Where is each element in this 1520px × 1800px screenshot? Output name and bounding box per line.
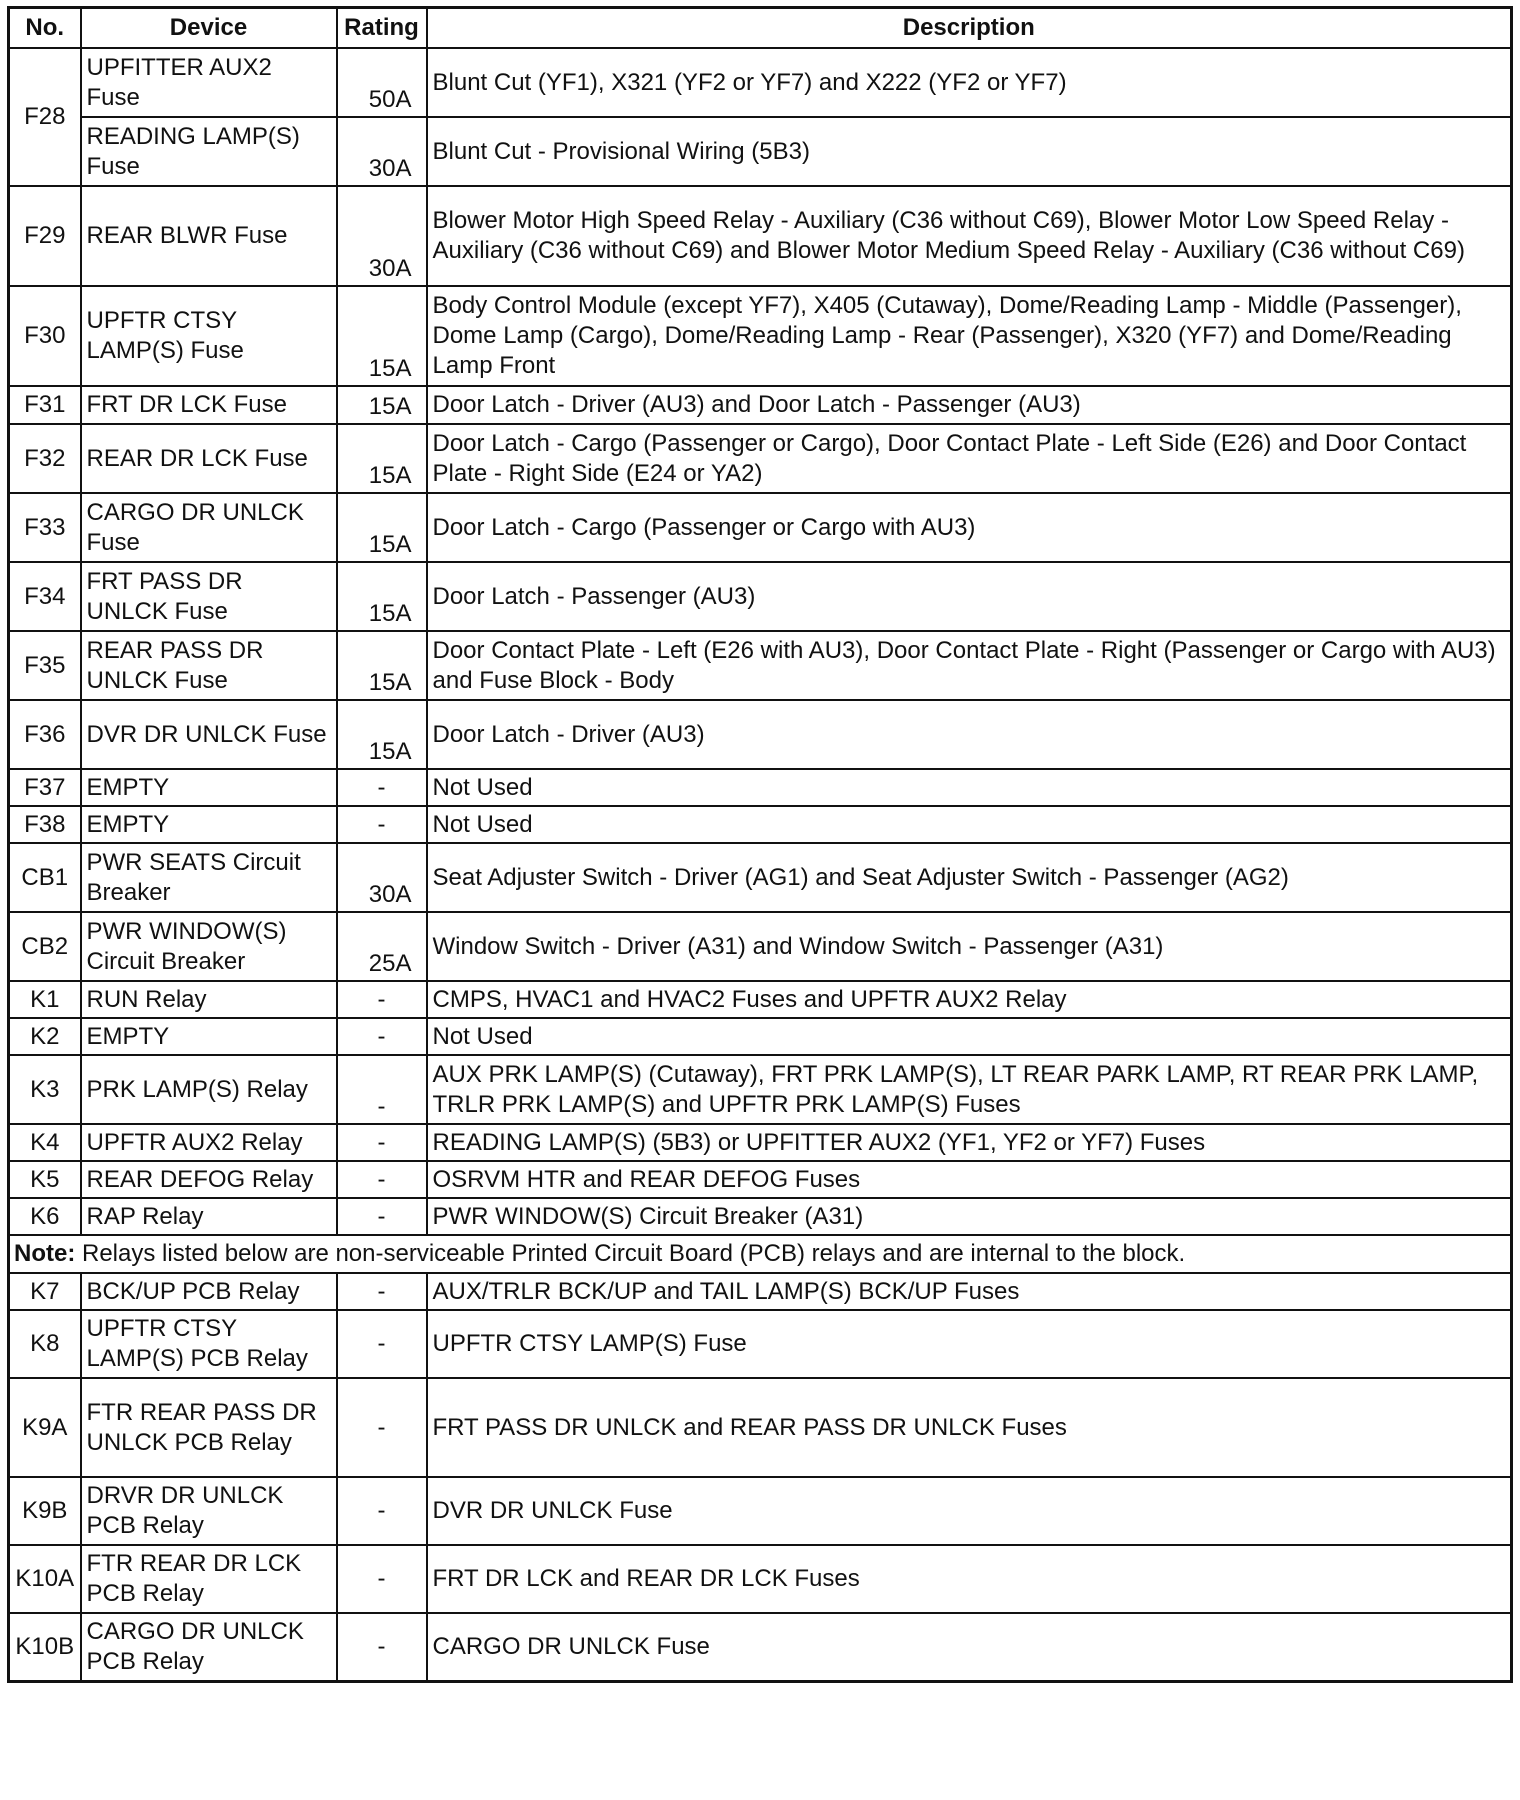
- row-device: FRT PASS DR UNLCK Fuse: [81, 562, 337, 631]
- row-description: Door Latch - Passenger (AU3): [427, 562, 1512, 631]
- table-row: [9, 386, 1512, 424]
- row-device: RAP Relay: [81, 1198, 337, 1235]
- row-rating: 15A: [337, 631, 427, 700]
- row-rating: -: [337, 769, 427, 806]
- row-rating: -: [337, 1055, 427, 1124]
- row-device: BCK/UP PCB Relay: [81, 1273, 337, 1310]
- row-no: K6: [9, 1198, 81, 1235]
- row-description: OSRVM HTR and REAR DEFOG Fuses: [427, 1161, 1512, 1198]
- row-description: DVR DR UNLCK Fuse: [427, 1477, 1512, 1545]
- table-row: [9, 493, 1512, 562]
- row-rating: -: [337, 1310, 427, 1378]
- table-row: [9, 117, 1512, 186]
- row-no: F35: [9, 631, 81, 700]
- row-description: AUX PRK LAMP(S) (Cutaway), FRT PRK LAMP(S), LT REAR PARK LAMP, RT REAR PRK LAMP, TRLR PRK LAMP(S) and UPFTR PRK LAMP(S) Fuses: [427, 1055, 1512, 1124]
- table-row: [9, 1161, 1512, 1198]
- row-no: F32: [9, 424, 81, 493]
- fuse-relay-table: [7, 6, 1513, 1683]
- row-no: F34: [9, 562, 81, 631]
- row-device: PRK LAMP(S) Relay: [81, 1055, 337, 1124]
- row-rating: -: [337, 1124, 427, 1161]
- row-description: Not Used: [427, 769, 1512, 806]
- row-rating: -: [337, 981, 427, 1018]
- table-row: [9, 1124, 1512, 1161]
- row-device: REAR DR LCK Fuse: [81, 424, 337, 493]
- row-device: PWR SEATS Circuit Breaker: [81, 843, 337, 912]
- row-rating: 15A: [337, 493, 427, 562]
- row-description: UPFTR CTSY LAMP(S) Fuse: [427, 1310, 1512, 1378]
- row-device: REAR PASS DR UNLCK Fuse: [81, 631, 337, 700]
- row-description: CMPS, HVAC1 and HVAC2 Fuses and UPFTR AUX2 Relay: [427, 981, 1512, 1018]
- row-no: K9A: [9, 1378, 81, 1477]
- row-no: CB1: [9, 843, 81, 912]
- row-device: REAR DEFOG Relay: [81, 1161, 337, 1198]
- table-row: [9, 912, 1512, 981]
- row-rating: 30A: [337, 843, 427, 912]
- row-description: Door Latch - Driver (AU3): [427, 700, 1512, 769]
- row-rating: -: [337, 1613, 427, 1682]
- row-no: F30: [9, 286, 81, 386]
- table-row: [9, 806, 1512, 843]
- row-description: CARGO DR UNLCK Fuse: [427, 1613, 1512, 1682]
- row-description: READING LAMP(S) (5B3) or UPFITTER AUX2 (YF1, YF2 or YF7) Fuses: [427, 1124, 1512, 1161]
- table-row: [9, 1018, 1512, 1055]
- row-no: K3: [9, 1055, 81, 1124]
- row-no: K10B: [9, 1613, 81, 1682]
- header-device: Device: [81, 8, 337, 49]
- note-text: Relays listed below are non-serviceable Printed Circuit Board (PCB) relays and are internal to the block.: [82, 1240, 1186, 1267]
- table-row: [9, 1477, 1512, 1545]
- row-description: Not Used: [427, 806, 1512, 843]
- table-row: [9, 1613, 1512, 1682]
- row-description: Door Contact Plate - Left (E26 with AU3), Door Contact Plate - Right (Passenger or Cargo with AU3) and Fuse Block - Body: [427, 631, 1512, 700]
- row-device: CARGO DR UNLCK Fuse: [81, 493, 337, 562]
- row-no: CB2: [9, 912, 81, 981]
- table-header-row: [9, 8, 1512, 49]
- row-device: UPFITTER AUX2 Fuse: [81, 48, 337, 117]
- row-device: UPFTR CTSY LAMP(S) Fuse: [81, 286, 337, 386]
- row-rating: -: [337, 1198, 427, 1235]
- table-row: [9, 981, 1512, 1018]
- row-device: REAR BLWR Fuse: [81, 186, 337, 286]
- row-description: Not Used: [427, 1018, 1512, 1055]
- table-row: [9, 1198, 1512, 1235]
- row-description: FRT DR LCK and REAR DR LCK Fuses: [427, 1545, 1512, 1613]
- row-no: K4: [9, 1124, 81, 1161]
- row-rating: 30A: [337, 117, 427, 186]
- row-rating: -: [337, 1477, 427, 1545]
- row-rating: 30A: [337, 186, 427, 286]
- row-rating: -: [337, 806, 427, 843]
- row-no: K1: [9, 981, 81, 1018]
- row-no: K7: [9, 1273, 81, 1310]
- row-device: UPFTR AUX2 Relay: [81, 1124, 337, 1161]
- row-rating: 15A: [337, 424, 427, 493]
- row-description: Door Latch - Cargo (Passenger or Cargo with AU3): [427, 493, 1512, 562]
- header-rating: Rating: [337, 8, 427, 49]
- row-device: FTR REAR PASS DR UNLCK PCB Relay: [81, 1378, 337, 1477]
- row-no: F31: [9, 386, 81, 424]
- table-row: [9, 286, 1512, 386]
- row-description: Door Latch - Cargo (Passenger or Cargo), Door Contact Plate - Left Side (E26) and Door Contact Plate - Right Side (E24 or YA2): [427, 424, 1512, 493]
- row-rating: 15A: [337, 386, 427, 424]
- row-no: F36: [9, 700, 81, 769]
- row-rating: -: [337, 1273, 427, 1310]
- row-no: F33: [9, 493, 81, 562]
- row-rating: -: [337, 1378, 427, 1477]
- note-row: [9, 1235, 1512, 1273]
- row-rating: 50A: [337, 48, 427, 117]
- table-row: [9, 1310, 1512, 1378]
- row-description: FRT PASS DR UNLCK and REAR PASS DR UNLCK Fuses: [427, 1378, 1512, 1477]
- row-description: Seat Adjuster Switch - Driver (AG1) and Seat Adjuster Switch - Passenger (AG2): [427, 843, 1512, 912]
- row-device: DRVR DR UNLCK PCB Relay: [81, 1477, 337, 1545]
- table-row: [9, 843, 1512, 912]
- row-rating: 15A: [337, 562, 427, 631]
- row-description: PWR WINDOW(S) Circuit Breaker (A31): [427, 1198, 1512, 1235]
- row-description: Window Switch - Driver (A31) and Window Switch - Passenger (A31): [427, 912, 1512, 981]
- row-description: Blunt Cut (YF1), X321 (YF2 or YF7) and X222 (YF2 or YF7): [427, 48, 1512, 117]
- row-device: DVR DR UNLCK Fuse: [81, 700, 337, 769]
- row-description: Blower Motor High Speed Relay - Auxiliary (C36 without C69), Blower Motor Low Speed Relay - Auxiliary (C36 without C69) and Blower Motor Medium Speed Relay - Auxiliary (C36 without C69): [427, 186, 1512, 286]
- row-device: READING LAMP(S) Fuse: [81, 117, 337, 186]
- table-row: [9, 1378, 1512, 1477]
- row-rating: 25A: [337, 912, 427, 981]
- row-device: PWR WINDOW(S) Circuit Breaker: [81, 912, 337, 981]
- row-no: F28: [9, 48, 81, 186]
- row-description: Body Control Module (except YF7), X405 (Cutaway), Dome/Reading Lamp - Middle (Passenger), Dome Lamp (Cargo), Dome/Reading Lamp - Rear (Passenger), X320 (YF7) and Dome/Reading Lamp Front: [427, 286, 1512, 386]
- table-row: [9, 1545, 1512, 1613]
- row-rating: 15A: [337, 700, 427, 769]
- row-rating: -: [337, 1018, 427, 1055]
- note-label: Note:: [14, 1240, 76, 1267]
- table-row: [9, 424, 1512, 493]
- row-device: RUN Relay: [81, 981, 337, 1018]
- table-row: [9, 769, 1512, 806]
- row-device: FTR REAR DR LCK PCB Relay: [81, 1545, 337, 1613]
- row-device: EMPTY: [81, 769, 337, 806]
- row-device: UPFTR CTSY LAMP(S) PCB Relay: [81, 1310, 337, 1378]
- row-rating: 15A: [337, 286, 427, 386]
- row-rating: -: [337, 1545, 427, 1613]
- row-device: FRT DR LCK Fuse: [81, 386, 337, 424]
- note-cell: [9, 1235, 1512, 1273]
- row-no: F37: [9, 769, 81, 806]
- table-row: [9, 700, 1512, 769]
- row-no: K10A: [9, 1545, 81, 1613]
- table-row: [9, 1055, 1512, 1124]
- row-device: EMPTY: [81, 1018, 337, 1055]
- row-no: F29: [9, 186, 81, 286]
- row-no: K2: [9, 1018, 81, 1055]
- row-description: Door Latch - Driver (AU3) and Door Latch - Passenger (AU3): [427, 386, 1512, 424]
- row-device: EMPTY: [81, 806, 337, 843]
- row-no: F38: [9, 806, 81, 843]
- table-row: [9, 48, 1512, 117]
- row-rating: -: [337, 1161, 427, 1198]
- row-no: K9B: [9, 1477, 81, 1545]
- row-no: K8: [9, 1310, 81, 1378]
- table-row: [9, 186, 1512, 286]
- table-row: [9, 1273, 1512, 1310]
- header-description: Description: [427, 8, 1512, 49]
- row-description: Blunt Cut - Provisional Wiring (5B3): [427, 117, 1512, 186]
- header-no: No.: [9, 8, 81, 49]
- row-no: K5: [9, 1161, 81, 1198]
- table-row: [9, 631, 1512, 700]
- table-row: [9, 562, 1512, 631]
- row-description: AUX/TRLR BCK/UP and TAIL LAMP(S) BCK/UP Fuses: [427, 1273, 1512, 1310]
- row-device: CARGO DR UNLCK PCB Relay: [81, 1613, 337, 1682]
